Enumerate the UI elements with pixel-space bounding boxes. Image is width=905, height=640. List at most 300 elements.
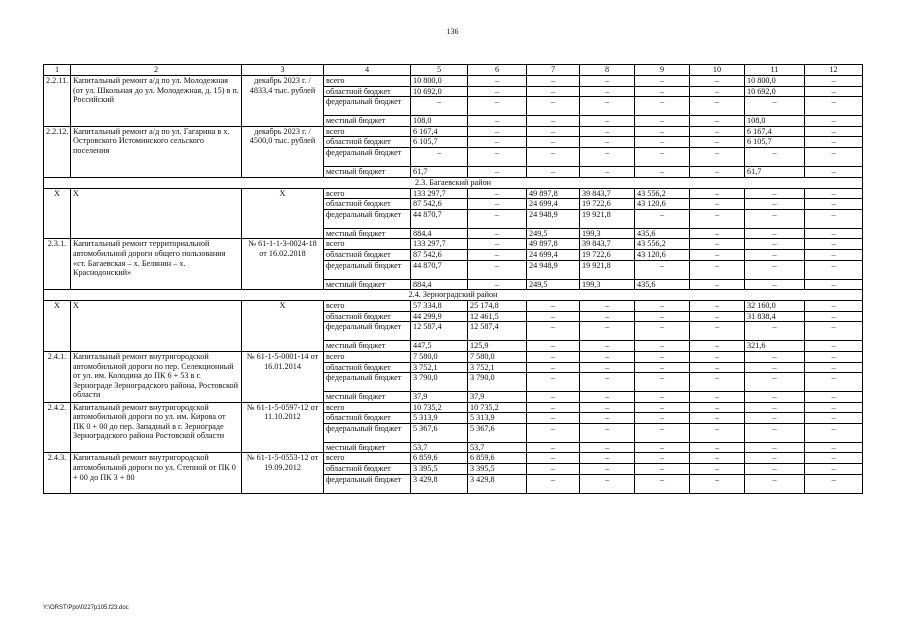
funding-source: местный бюджет [324,279,411,290]
amount-cell: – [805,474,863,493]
amount-cell: – [635,453,690,464]
amount-cell: – [468,239,527,250]
amount-cell: – [805,279,863,290]
amount-cell: – [805,137,863,148]
amount-cell: – [690,392,745,403]
amount-cell: – [745,209,805,228]
amount-cell: – [745,474,805,493]
amount-cell: 199,3 [580,279,635,290]
amount-cell: – [468,76,527,87]
document-reference: № 61-1-5-0553-12 от 19.09.2012 [242,453,324,493]
amount-cell: – [745,279,805,290]
funding-source: местный бюджет [324,116,411,127]
amount-cell: 321,6 [745,341,805,352]
amount-cell: – [745,464,805,475]
amount-cell: 43 120,6 [635,199,690,210]
amount-cell: 37,9 [468,392,527,403]
amount-cell: 24 699,4 [527,199,580,210]
amount-cell: – [745,199,805,210]
amount-cell: – [690,137,745,148]
amount-cell: 24 699,4 [527,249,580,260]
row-number: 2.3.1. [44,239,71,290]
amount-cell: – [745,97,805,116]
document-footer-path: Y:\ORST\Ppo\0227p105.f23.doc [43,605,129,611]
row-number: Х [44,188,71,239]
amount-cell: 435,6 [635,279,690,290]
funding-source: всего [324,402,411,413]
amount-cell: 5 313,9 [468,413,527,424]
amount-cell: 10 735,2 [411,402,468,413]
amount-cell: – [635,402,690,413]
amount-cell: 43 120,6 [635,249,690,260]
amount-cell: – [690,260,745,279]
amount-cell: 49 897,8 [527,239,580,250]
amount-cell: – [527,392,580,403]
amount-cell: 7 580,0 [468,351,527,362]
amount-cell: – [527,147,580,166]
funding-source: всего [324,188,411,199]
row-number: 2.4.1. [44,351,71,402]
object-name: Капитальный ремонт внутригородской автомобильной дороги по пер. Селекционный от ул. им. Колодина до ПК 6 + 53 в г. Зернограде Зерноградского района, Ростовской области [71,351,242,402]
amount-cell: 87 542,6 [411,249,468,260]
amount-cell: 3 395,5 [411,464,468,475]
table-row [44,188,863,199]
amount-cell: – [468,86,527,97]
amount-cell: – [635,147,690,166]
amount-cell: – [805,453,863,464]
amount-cell: – [527,402,580,413]
amount-cell: – [690,209,745,228]
amount-cell: – [527,166,580,177]
object-name: Капитальный ремонт а/д по ул. Гагарина в х. Островского Истоминского сельского поселения [71,126,242,177]
amount-cell: 133 297,7 [411,239,468,250]
amount-cell: – [690,199,745,210]
amount-cell: – [527,116,580,127]
amount-cell: – [468,249,527,260]
amount-cell: 24 948,9 [527,209,580,228]
amount-cell: – [745,260,805,279]
col-header: 12 [805,65,863,76]
amount-cell: 49 897,8 [527,188,580,199]
amount-cell: – [580,442,635,453]
amount-cell: – [580,373,635,392]
document-reference: декабрь 2023 г. / 4500,0 тыс. рублей [242,126,324,177]
amount-cell: 3 790,0 [411,373,468,392]
amount-cell: – [805,239,863,250]
budget-table [43,64,863,494]
amount-cell: – [690,116,745,127]
funding-source: федеральный бюджет [324,260,411,279]
amount-cell: 24 948,9 [527,260,580,279]
amount-cell: – [580,322,635,341]
amount-cell: – [635,423,690,442]
amount-cell: – [580,341,635,352]
amount-cell: – [635,209,690,228]
amount-cell: – [580,362,635,373]
funding-source: федеральный бюджет [324,322,411,341]
amount-cell: – [635,137,690,148]
amount-cell: 43 556,2 [635,188,690,199]
amount-cell: – [690,228,745,239]
amount-cell: – [635,260,690,279]
amount-cell: – [690,239,745,250]
object-name: Капитальный ремонт внутригородской автомобильной дороги по ул. им. Кирова от ПК 0 + 00 до пер. Западный в г. Зернограде Зерноградского района Ростовской области [71,402,242,453]
object-name: Х [71,301,242,352]
funding-source: областной бюджет [324,362,411,373]
amount-cell: 19 722,6 [580,199,635,210]
amount-cell: – [635,341,690,352]
col-header: 6 [468,65,527,76]
col-header: 11 [745,65,805,76]
amount-cell: – [805,228,863,239]
amount-cell: – [635,76,690,87]
amount-cell: 6 859,6 [411,453,468,464]
col-header: 3 [242,65,324,76]
amount-cell: – [745,351,805,362]
amount-cell: – [635,126,690,137]
amount-cell: – [580,97,635,116]
amount-cell: – [805,301,863,312]
amount-cell: 3 395,5 [468,464,527,475]
amount-cell: – [468,260,527,279]
funding-source: областной бюджет [324,86,411,97]
funding-source: федеральный бюджет [324,209,411,228]
amount-cell: – [635,322,690,341]
amount-cell: 53,7 [468,442,527,453]
amount-cell: – [580,126,635,137]
row-number: 2.4.2. [44,402,71,453]
amount-cell: – [527,301,580,312]
amount-cell: – [580,86,635,97]
amount-cell: 133 297,7 [411,188,468,199]
amount-cell: 32 160,0 [745,301,805,312]
table-body [44,65,863,494]
amount-cell: – [805,402,863,413]
amount-cell: – [527,76,580,87]
amount-cell: – [527,322,580,341]
amount-cell: – [580,166,635,177]
table-row [44,239,863,250]
amount-cell: – [527,423,580,442]
amount-cell: – [635,373,690,392]
amount-cell: – [468,199,527,210]
amount-cell: 3 429,8 [468,474,527,493]
amount-cell: – [527,464,580,475]
amount-cell: 5 367,6 [468,423,527,442]
amount-cell: – [527,351,580,362]
page-number: 136 [446,27,459,36]
amount-cell: – [580,453,635,464]
amount-cell: 108,0 [411,116,468,127]
amount-cell: – [690,351,745,362]
table-row [44,76,863,87]
header-row [44,65,863,76]
amount-cell: – [690,86,745,97]
funding-source: федеральный бюджет [324,423,411,442]
amount-cell: – [580,311,635,322]
funding-source: областной бюджет [324,199,411,210]
amount-cell: – [745,228,805,239]
table-row [44,453,863,464]
amount-cell: 6 167,4 [411,126,468,137]
amount-cell: – [745,147,805,166]
amount-cell: – [411,147,468,166]
amount-cell: – [580,116,635,127]
amount-cell: – [745,453,805,464]
amount-cell: – [468,137,527,148]
table-row [44,402,863,413]
amount-cell: 108,0 [745,116,805,127]
funding-source: всего [324,76,411,87]
amount-cell: – [690,423,745,442]
amount-cell: – [745,402,805,413]
amount-cell: – [805,97,863,116]
col-header: 7 [527,65,580,76]
amount-cell: – [580,137,635,148]
amount-cell: – [411,97,468,116]
amount-cell: 3 790,0 [468,373,527,392]
amount-cell: – [580,351,635,362]
amount-cell: – [527,341,580,352]
amount-cell: 61,7 [745,166,805,177]
amount-cell: – [527,373,580,392]
funding-source: областной бюджет [324,249,411,260]
funding-source: местный бюджет [324,392,411,403]
amount-cell: 125,9 [468,341,527,352]
amount-cell: – [635,351,690,362]
table-row [44,126,863,137]
funding-source: местный бюджет [324,166,411,177]
amount-cell: – [690,147,745,166]
amount-cell: – [805,209,863,228]
amount-cell: – [468,97,527,116]
amount-cell: 39 843,7 [580,239,635,250]
amount-cell: – [635,116,690,127]
section-title: 2.4. Зерноградский район [44,290,863,301]
funding-source: местный бюджет [324,442,411,453]
amount-cell: – [635,97,690,116]
amount-cell: – [690,341,745,352]
amount-cell: – [468,116,527,127]
amount-cell: 19 921,8 [580,209,635,228]
document-reference: Х [242,188,324,239]
amount-cell: – [527,453,580,464]
amount-cell: – [580,147,635,166]
amount-cell: 39 843,7 [580,188,635,199]
amount-cell: 10 735,2 [468,402,527,413]
amount-cell: 6 105,7 [745,137,805,148]
amount-cell: – [527,474,580,493]
amount-cell: – [805,351,863,362]
amount-cell: – [690,362,745,373]
amount-cell: – [805,188,863,199]
document-reference: декабрь 2023 г. / 4833,4 тыс. рублей [242,76,324,127]
col-header: 10 [690,65,745,76]
amount-cell: – [690,126,745,137]
amount-cell: 6 105,7 [411,137,468,148]
object-name: Капитальный ремонт внутригородской автомобильной дороги по ул. Степной от ПК 0 + 00 до ПК 3 + 80 [71,453,242,493]
amount-cell: – [580,402,635,413]
funding-source: федеральный бюджет [324,373,411,392]
amount-cell: 6 859,6 [468,453,527,464]
amount-cell: – [635,413,690,424]
amount-cell: – [635,311,690,322]
amount-cell: – [527,311,580,322]
amount-cell: – [805,373,863,392]
amount-cell: – [527,97,580,116]
amount-cell: 19 921,8 [580,260,635,279]
amount-cell: – [635,86,690,97]
amount-cell: – [745,362,805,373]
amount-cell: 10 800,0 [745,76,805,87]
amount-cell: 249,5 [527,279,580,290]
amount-cell: – [745,188,805,199]
col-header: 5 [411,65,468,76]
amount-cell: 44 299,9 [411,311,468,322]
amount-cell: 43 556,2 [635,239,690,250]
amount-cell: – [635,464,690,475]
col-header: 9 [635,65,690,76]
amount-cell: – [805,322,863,341]
amount-cell: – [805,260,863,279]
amount-cell: – [745,442,805,453]
amount-cell: – [468,228,527,239]
amount-cell: – [468,126,527,137]
amount-cell: 447,5 [411,341,468,352]
amount-cell: – [690,166,745,177]
amount-cell: 12 587,4 [411,322,468,341]
amount-cell: – [805,464,863,475]
amount-cell: – [805,442,863,453]
amount-cell: – [805,166,863,177]
amount-cell: – [527,137,580,148]
amount-cell: – [635,166,690,177]
table-row [44,301,863,312]
amount-cell: 61,7 [411,166,468,177]
funding-source: областной бюджет [324,137,411,148]
amount-cell: – [805,86,863,97]
amount-cell: – [580,392,635,403]
amount-cell: 87 542,6 [411,199,468,210]
amount-cell: 7 580,0 [411,351,468,362]
document-reference: № 61-1-1-3-0024-18 от 16.02.2018 [242,239,324,290]
amount-cell: – [805,413,863,424]
section-title: 2.3. Багаевский район [44,177,863,188]
funding-source: областной бюджет [324,464,411,475]
amount-cell: – [690,413,745,424]
funding-source: всего [324,453,411,464]
amount-cell: – [745,373,805,392]
amount-cell: 44 870,7 [411,209,468,228]
amount-cell: – [635,474,690,493]
object-name: Капитальный ремонт а/д по ул. Молодежная (от ул. Школьная до ул. Молодежная, д. 15) в п. Российский [71,76,242,127]
amount-cell: 249,5 [527,228,580,239]
amount-cell: – [805,362,863,373]
amount-cell: – [468,147,527,166]
amount-cell: – [690,322,745,341]
amount-cell: 12 587,4 [468,322,527,341]
amount-cell: 6 167,4 [745,126,805,137]
amount-cell: – [690,97,745,116]
amount-cell: – [805,116,863,127]
amount-cell: 199,3 [580,228,635,239]
amount-cell: – [690,76,745,87]
amount-cell: – [690,474,745,493]
amount-cell: – [745,322,805,341]
section-row [44,177,863,188]
amount-cell: – [805,199,863,210]
amount-cell: 12 461,5 [468,311,527,322]
amount-cell: – [805,76,863,87]
amount-cell: – [745,239,805,250]
amount-cell: – [805,341,863,352]
amount-cell: – [468,209,527,228]
amount-cell: – [635,392,690,403]
funding-source: федеральный бюджет [324,147,411,166]
amount-cell: – [805,126,863,137]
amount-cell: 37,9 [411,392,468,403]
funding-source: областной бюджет [324,311,411,322]
amount-cell: 5 313,9 [411,413,468,424]
amount-cell: – [805,147,863,166]
amount-cell: – [690,453,745,464]
document-reference: № 61-1-5-0597-12 от 11.10.2012 [242,402,324,453]
amount-cell: 57 334,8 [411,301,468,312]
document-reference: № 61-1-5-0001-14 от 16.01.2014 [242,351,324,402]
amount-cell: – [635,362,690,373]
row-number: 2.2.12. [44,126,71,177]
amount-cell: 3 429,8 [411,474,468,493]
amount-cell: – [527,126,580,137]
amount-cell: – [690,249,745,260]
col-header: 1 [44,65,71,76]
amount-cell: – [690,311,745,322]
amount-cell: 25 174,8 [468,301,527,312]
amount-cell: – [527,86,580,97]
funding-source: областной бюджет [324,413,411,424]
amount-cell: – [805,423,863,442]
amount-cell: – [527,413,580,424]
amount-cell: 10 692,0 [411,86,468,97]
amount-cell: – [635,301,690,312]
object-name: Х [71,188,242,239]
amount-cell: – [635,442,690,453]
amount-cell: – [580,301,635,312]
col-header: 8 [580,65,635,76]
amount-cell: 5 367,6 [411,423,468,442]
amount-cell: – [745,249,805,260]
amount-cell: – [580,423,635,442]
funding-source: местный бюджет [324,341,411,352]
funding-source: федеральный бюджет [324,97,411,116]
table-row [44,351,863,362]
amount-cell: 10 692,0 [745,86,805,97]
amount-cell: – [690,402,745,413]
funding-source: всего [324,126,411,137]
amount-cell: – [690,188,745,199]
amount-cell: 31 838,4 [745,311,805,322]
amount-cell: – [580,474,635,493]
funding-source: федеральный бюджет [324,474,411,493]
funding-source: всего [324,239,411,250]
row-number: 2.4.3. [44,453,71,493]
amount-cell: 19 722,6 [580,249,635,260]
amount-cell: – [745,413,805,424]
amount-cell: 44 870,7 [411,260,468,279]
col-header: 4 [324,65,411,76]
amount-cell: 435,6 [635,228,690,239]
amount-cell: 3 752,1 [468,362,527,373]
